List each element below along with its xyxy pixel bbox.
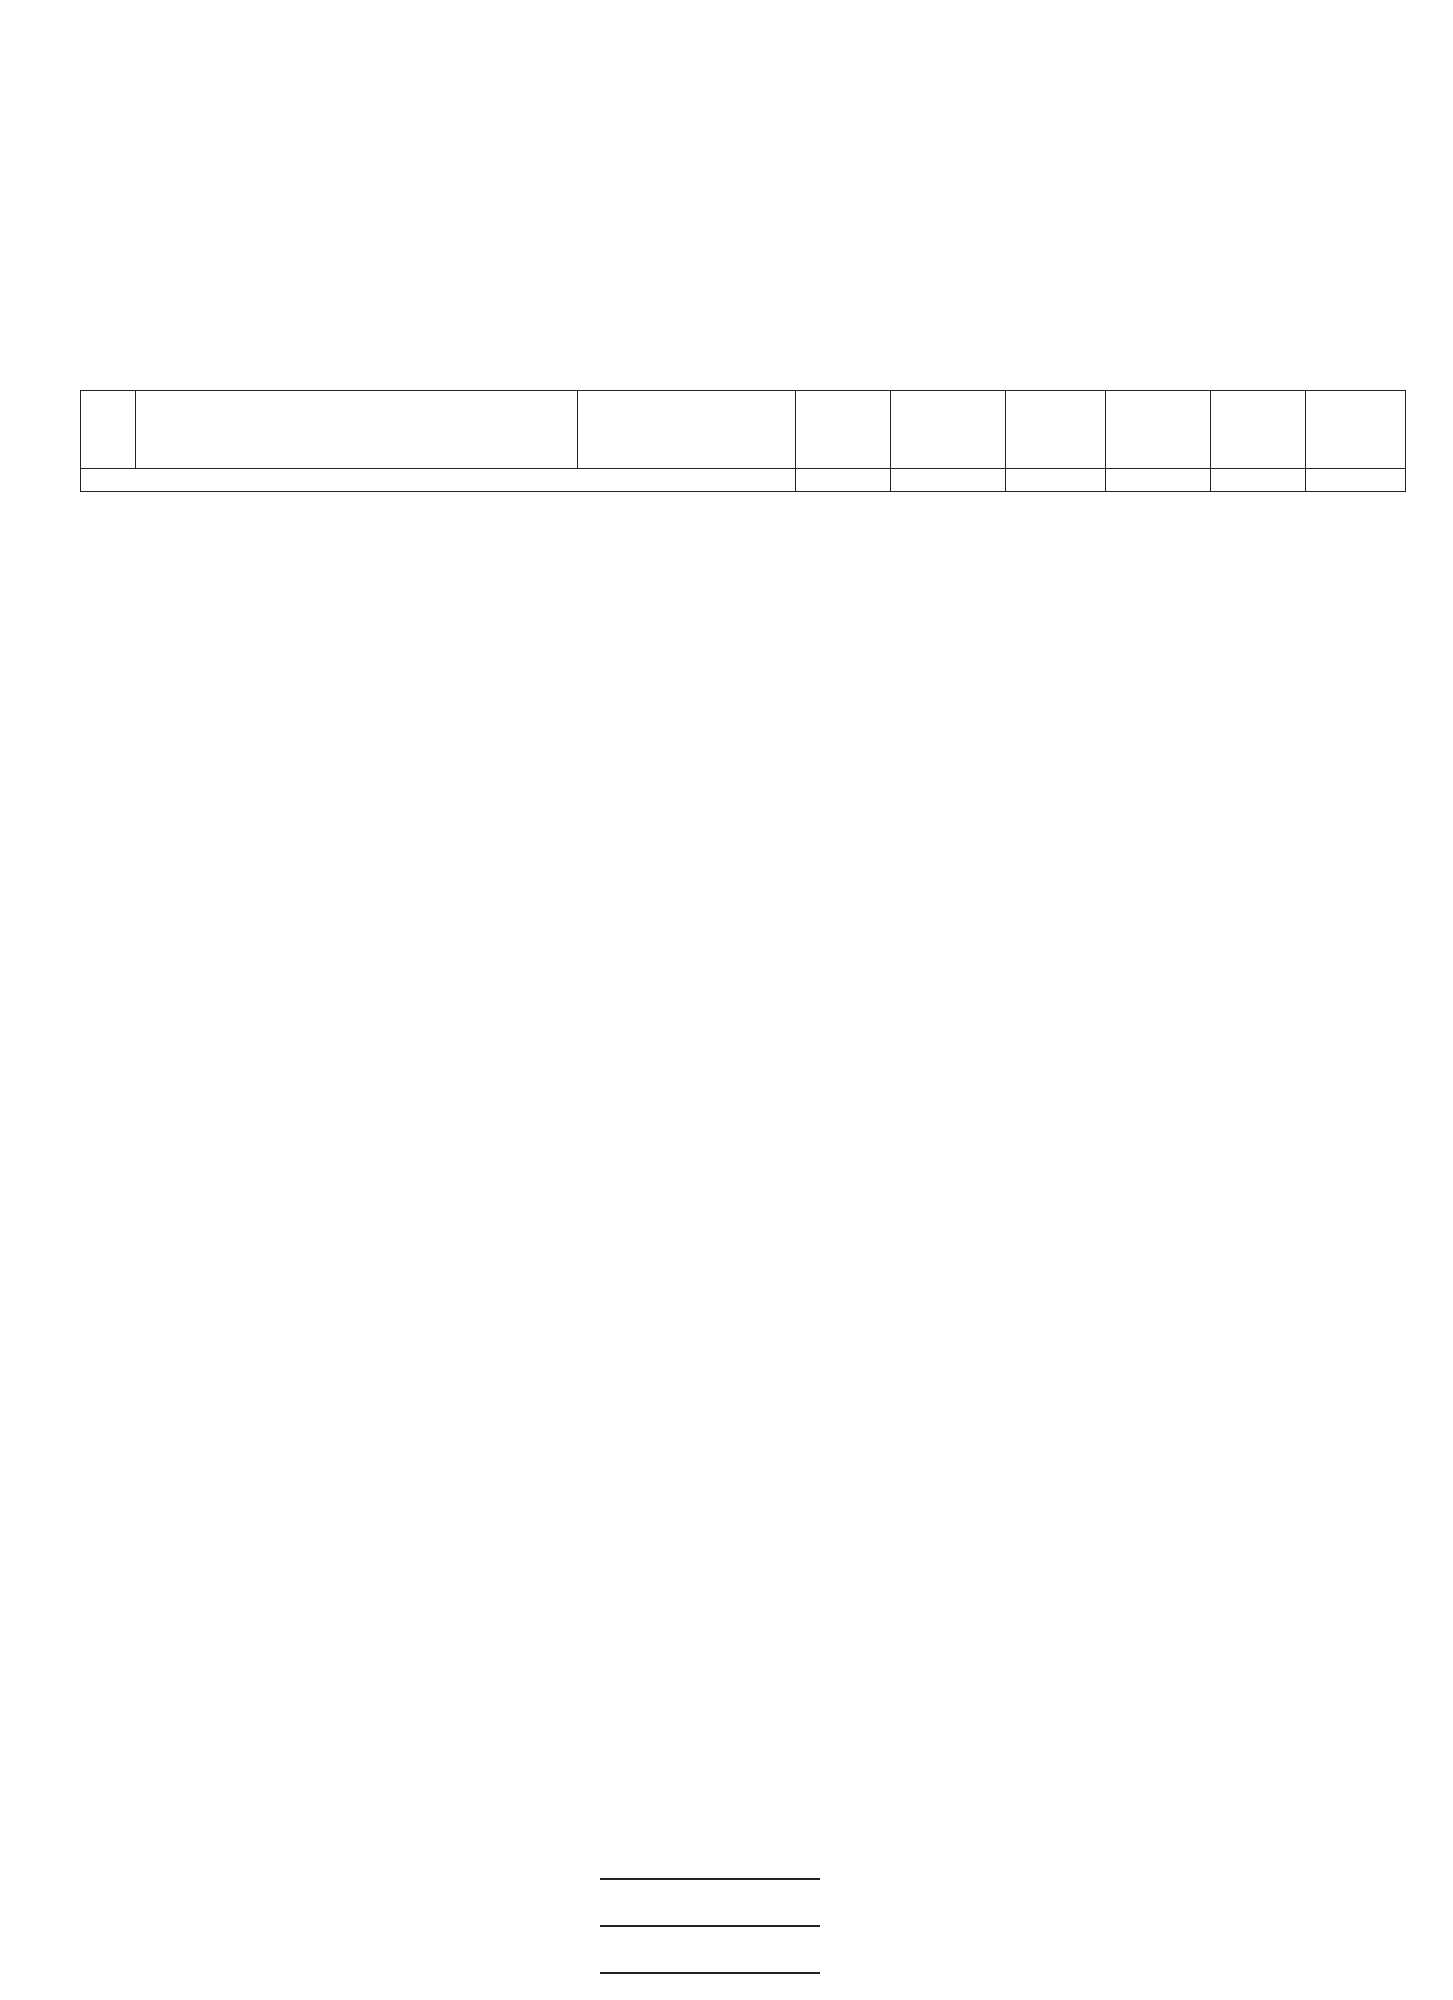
voting-table [80, 390, 1406, 492]
total-abstain [1106, 469, 1211, 492]
total-against [1006, 469, 1106, 492]
header-party [578, 391, 796, 469]
table-header-row [81, 391, 1406, 469]
head-signature-line [600, 1878, 820, 1880]
total-not-voted [1211, 469, 1306, 492]
header-no [81, 391, 136, 469]
total-presence [796, 469, 891, 492]
header-not-voted [1211, 391, 1306, 469]
header-for [891, 391, 1006, 469]
header-against [1006, 391, 1106, 469]
total-label [81, 469, 796, 492]
document-heading [60, 40, 1400, 54]
header-name [136, 391, 578, 469]
total-row [81, 469, 1406, 492]
header-presence [796, 391, 891, 469]
header-note [1306, 391, 1406, 469]
total-for [891, 469, 1006, 492]
secretary-signature-line [600, 1925, 820, 1927]
member-signature-line [600, 1972, 820, 1974]
total-note [1306, 469, 1406, 492]
header-abstain [1106, 391, 1211, 469]
